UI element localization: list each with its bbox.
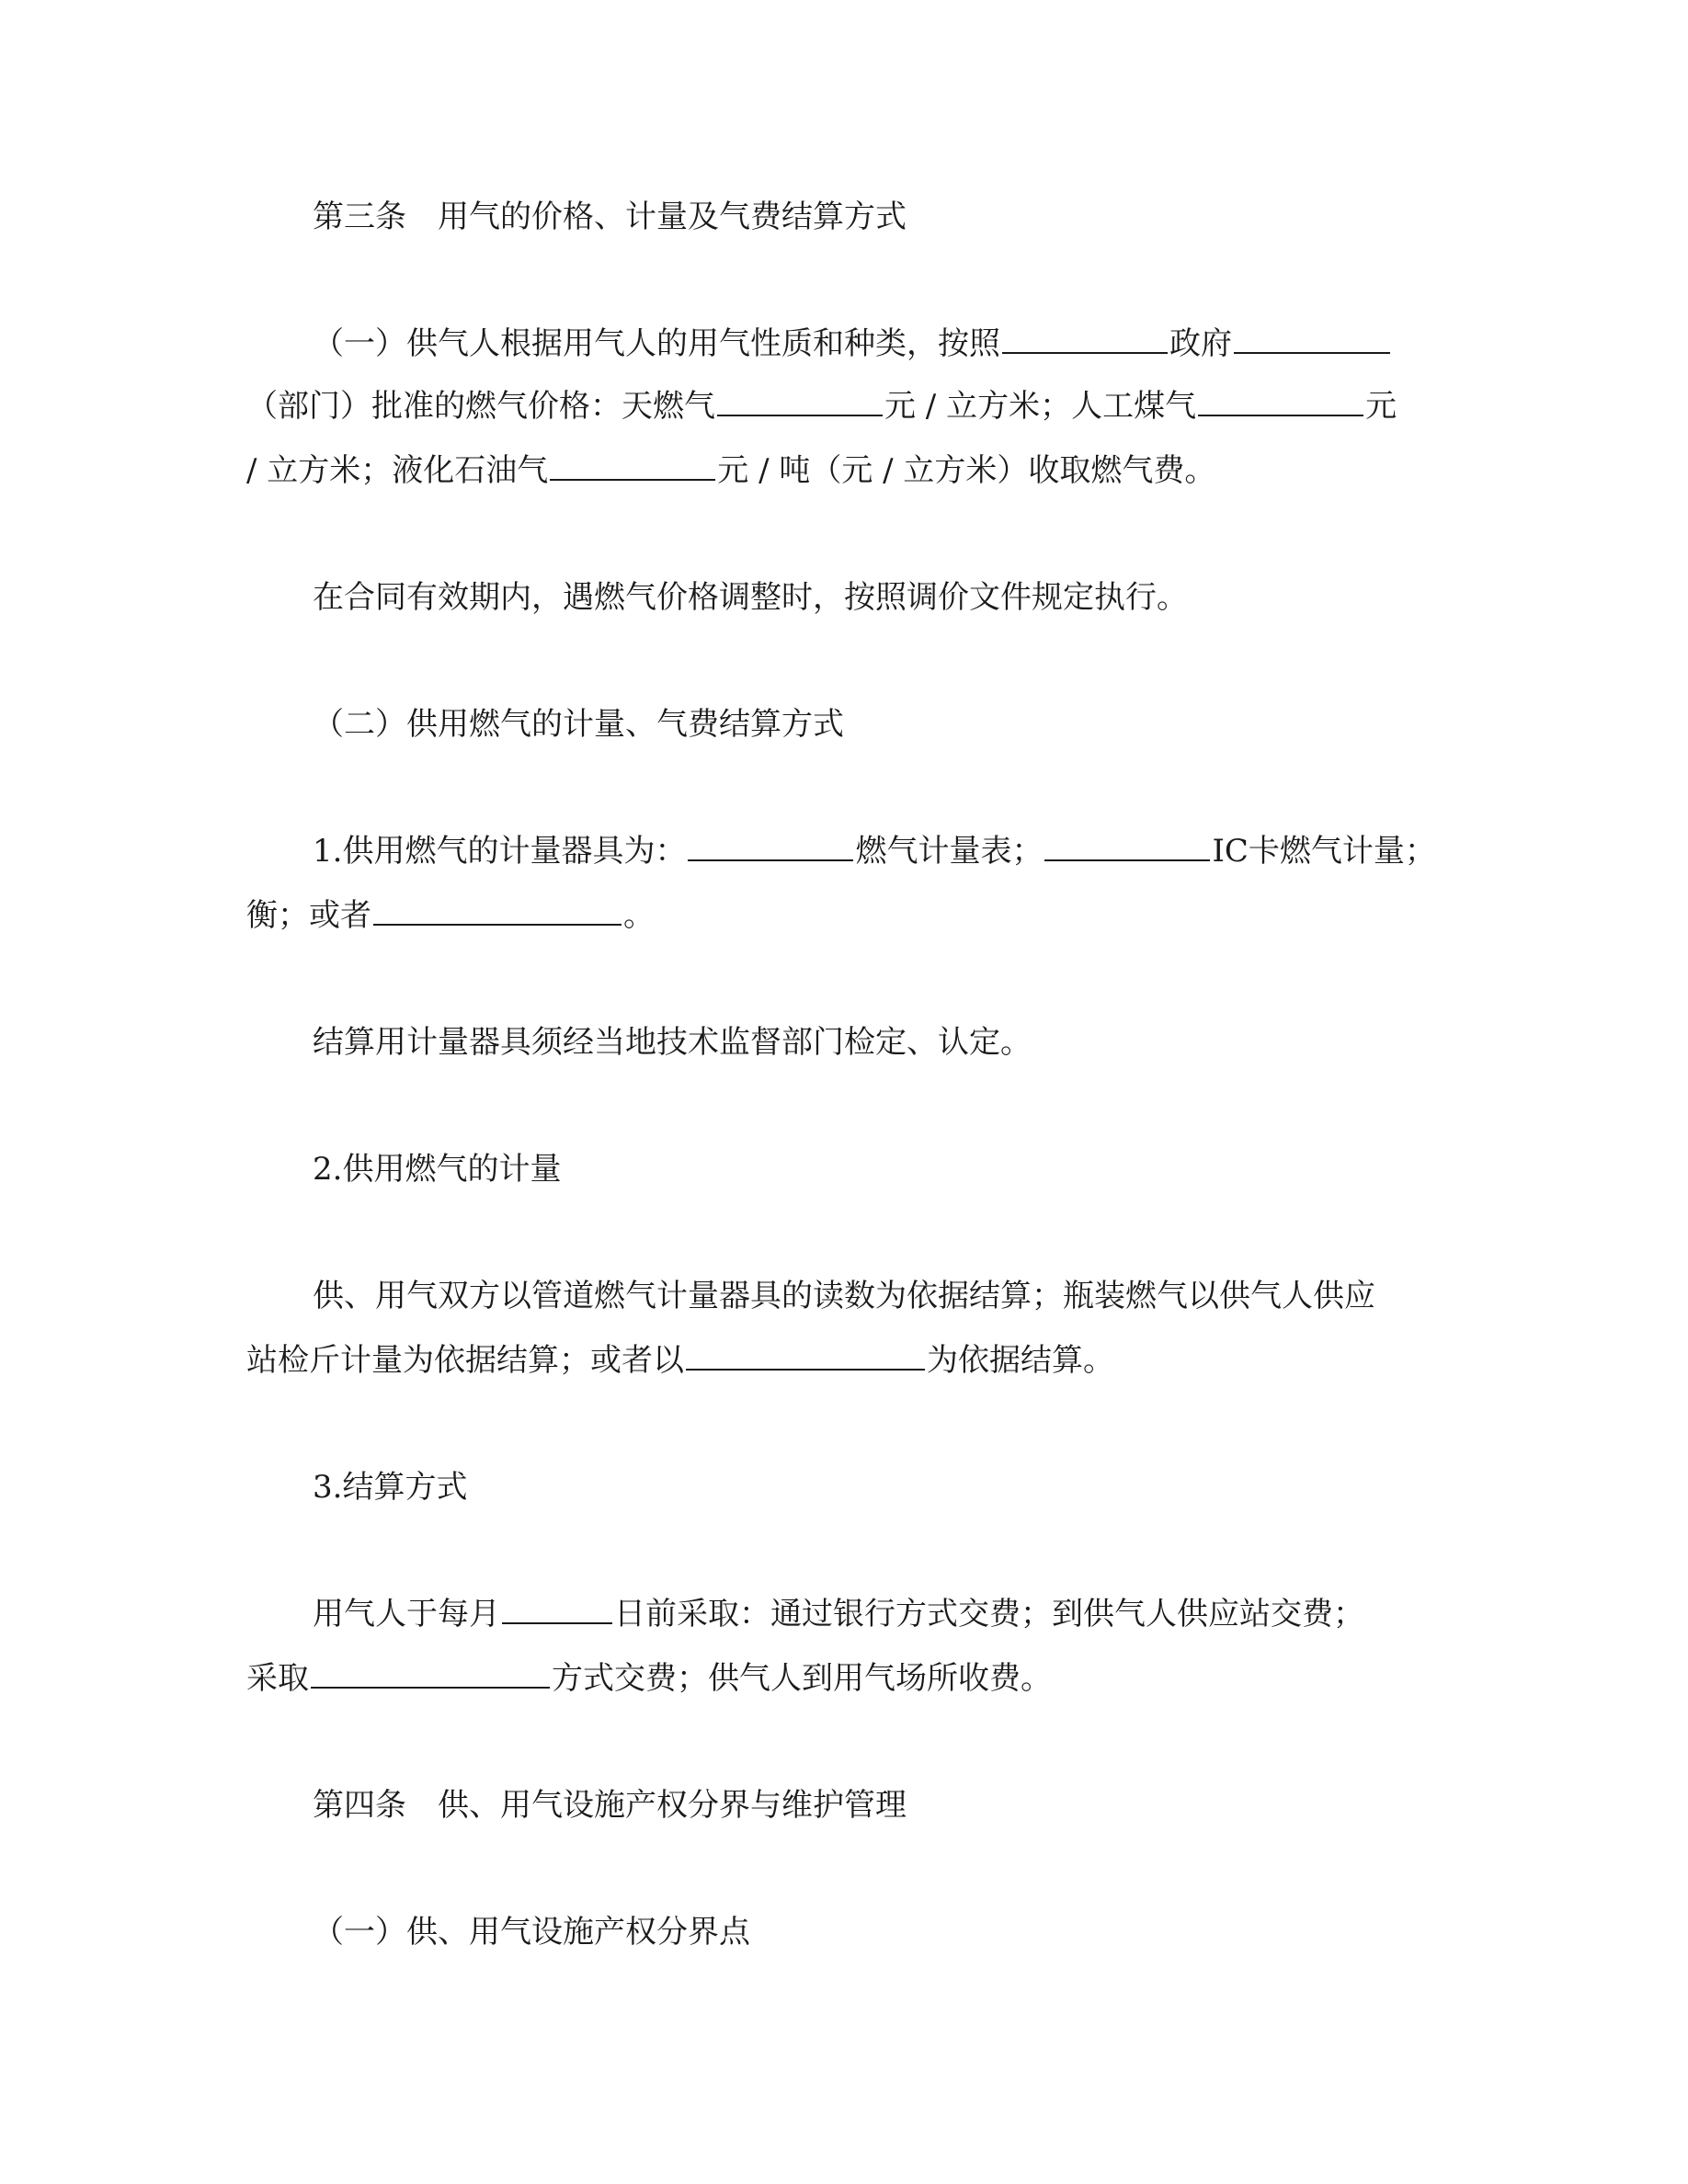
text: 政府: [1169, 325, 1232, 362]
text: IC卡燃气计量；: [1212, 833, 1436, 870]
blank-field: [717, 387, 883, 416]
blank-field: [1002, 324, 1168, 354]
text: 。: [623, 897, 655, 934]
section2-heading: [313, 704, 844, 745]
text: 衡；或者: [246, 897, 371, 934]
text: 采取: [246, 1660, 309, 1697]
item3-heading: [313, 1467, 467, 1507]
blank-field: [1234, 324, 1390, 354]
blank-field: [1044, 832, 1210, 861]
calibration-paragraph: [313, 1022, 1032, 1063]
item1-line1: [313, 831, 1436, 871]
text: 在合同有效期内，遇燃气价格调整时，按照调价文件规定执行。: [313, 579, 1188, 616]
item2-heading: [313, 1149, 561, 1189]
article4-heading-text: 第四条 供、用气设施产权分界与维护管理: [313, 1787, 907, 1824]
text: 1.供用燃气的计量器具为：: [313, 833, 687, 870]
text: 元 / 立方米；人工煤气: [884, 388, 1197, 425]
text: 2.供用燃气的计量: [313, 1151, 562, 1188]
text: （一）供、用气设施产权分界点: [313, 1914, 750, 1951]
article3-section1-line3: [246, 450, 1215, 491]
item2-line1: [313, 1276, 1375, 1316]
text: 结算用计量器具须经当地技术监督部门检定、认定。: [313, 1024, 1032, 1061]
text: 站检斤计量为依据结算；或者以: [246, 1342, 684, 1379]
text: （一）供气人根据用气人的用气性质和种类，按照: [313, 325, 1000, 362]
blank-field: [502, 1595, 612, 1624]
blank-field: [311, 1659, 550, 1689]
article3-section1-line2: [246, 386, 1397, 427]
item3-line1: [313, 1594, 1364, 1634]
text: 用气人于每月: [313, 1596, 500, 1632]
item2-line2: [246, 1340, 1114, 1381]
article3-heading: [313, 197, 907, 237]
price-adjust-paragraph: [313, 577, 1188, 618]
text: （二）供用燃气的计量、气费结算方式: [313, 706, 844, 743]
text: 日前采取：通过银行方式交费；到供气人供应站交费；: [614, 1596, 1364, 1632]
text: 元 / 吨（元 / 立方米）收取燃气费。: [717, 452, 1216, 489]
blank-field: [1198, 387, 1363, 416]
text: （部门）批准的燃气价格：天燃气: [246, 388, 715, 425]
text: 方式交费；供气人到用气场所收费。: [552, 1660, 1052, 1697]
text: 为依据结算。: [927, 1342, 1114, 1379]
blank-field: [686, 1341, 925, 1371]
article3-heading-text: 第三条 用气的价格、计量及气费结算方式: [313, 199, 907, 235]
text: / 立方米；液化石油气: [246, 452, 549, 489]
blank-field: [550, 451, 715, 481]
text: 元: [1365, 388, 1397, 425]
article4-heading: [313, 1785, 907, 1826]
text: 供、用气双方以管道燃气计量器具的读数为依据结算；瓶装燃气以供气人供应: [313, 1278, 1375, 1314]
item3-line2: [246, 1658, 1052, 1699]
article3-section1-line1: [313, 324, 1392, 364]
blank-field: [373, 896, 622, 926]
text: 燃气计量表；: [855, 833, 1044, 870]
article4-section1-heading: [313, 1912, 750, 1952]
text: 3.结算方式: [313, 1469, 468, 1506]
blank-field: [688, 832, 853, 861]
item1-line2: [246, 895, 655, 936]
